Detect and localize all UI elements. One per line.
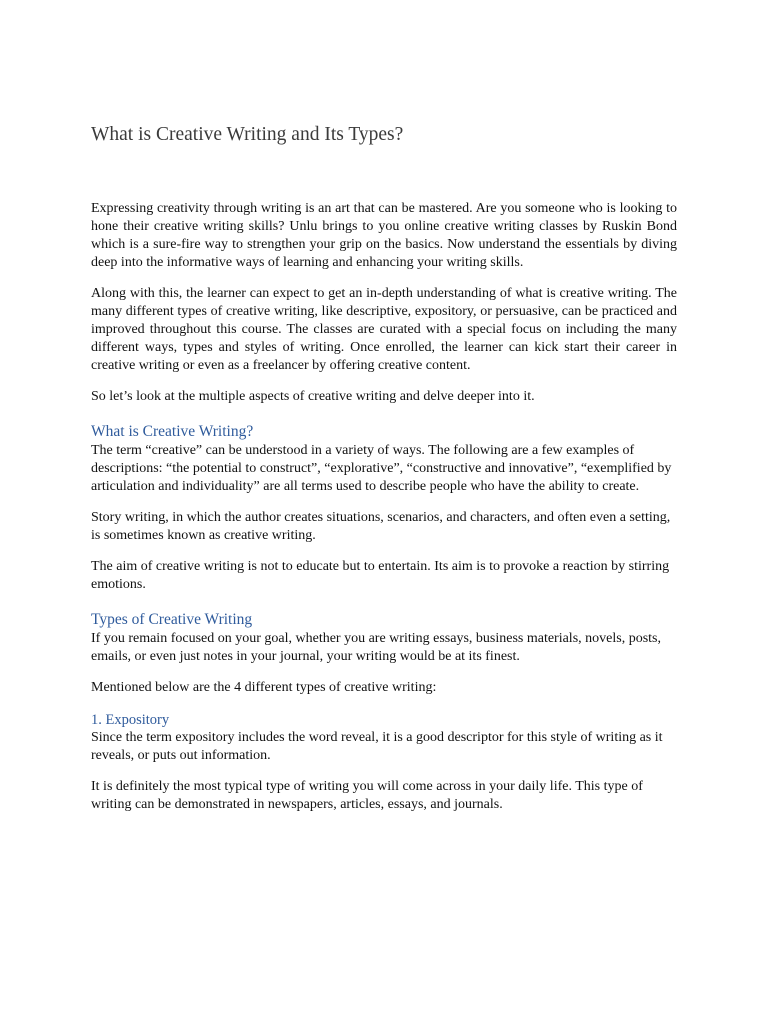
document-title: What is Creative Writing and Its Types? xyxy=(91,124,404,145)
intro-paragraph-3: So let’s look at the multiple aspects of creative writing and delve deeper into it. xyxy=(91,389,535,404)
types-paragraph-2: Mentioned below are the 4 different types of creative writing: xyxy=(91,680,437,695)
document-body xyxy=(91,200,677,827)
what-paragraph-1: The term “creative” can be understood in a variety of ways. The following are a few examples of descriptions: “the potential to construct”, “explorative”, “constructive and innovative”, “exemplified by articulation and individuality” are all terms used to describe people who have the ability to create. xyxy=(91,443,672,494)
section-heading-what: What is Creative Writing? xyxy=(91,423,254,440)
what-paragraph-3: The aim of creative writing is not to educate but to entertain. Its aim is to provoke a reaction by stirring emotions. xyxy=(91,559,670,592)
expository-paragraph-2: It is definitely the most typical type of writing you will come across in your daily life. This type of writing can be demonstrated in newspapers, articles, essays, and journals. xyxy=(91,779,643,812)
intro-paragraph-2: Along with this, the learner can expect to get an in-depth understanding of what is creative writing. The many different types of creative writing, like descriptive, expository, or persuasive, can be practiced and improved throughout this course. The classes are curated with a special focus on including the many different ways, types and styles of writing. Once enrolled, the learner can kick start their career in creative writing or even as a freelancer by offering creative content. xyxy=(91,286,677,373)
section-heading-expository: 1. Expository xyxy=(91,712,170,728)
expository-paragraph-1: Since the term expository includes the word reveal, it is a good descriptor for this style of writing as it reveals, or puts out information. xyxy=(91,730,663,763)
section-heading-types: Types of Creative Writing xyxy=(91,611,253,628)
types-paragraph-1: If you remain focused on your goal, whether you are writing essays, business materials, novels, posts, emails, or even just notes in your journal, your writing would be at its finest. xyxy=(91,631,661,664)
what-paragraph-2: Story writing, in which the author creates situations, scenarios, and characters, and often even a setting, is sometimes known as creative writing. xyxy=(91,510,671,543)
intro-paragraph-1: Expressing creativity through writing is an art that can be mastered. Are you someone who is looking to hone their creative writing skills? Unlu brings to you online creative writing classes by Ruskin Bond which is a sure-fire way to strengthen your grip on the basics. Now understand the essentials by diving deep into the informative ways of learning and enhancing your writing skills. xyxy=(91,201,677,270)
